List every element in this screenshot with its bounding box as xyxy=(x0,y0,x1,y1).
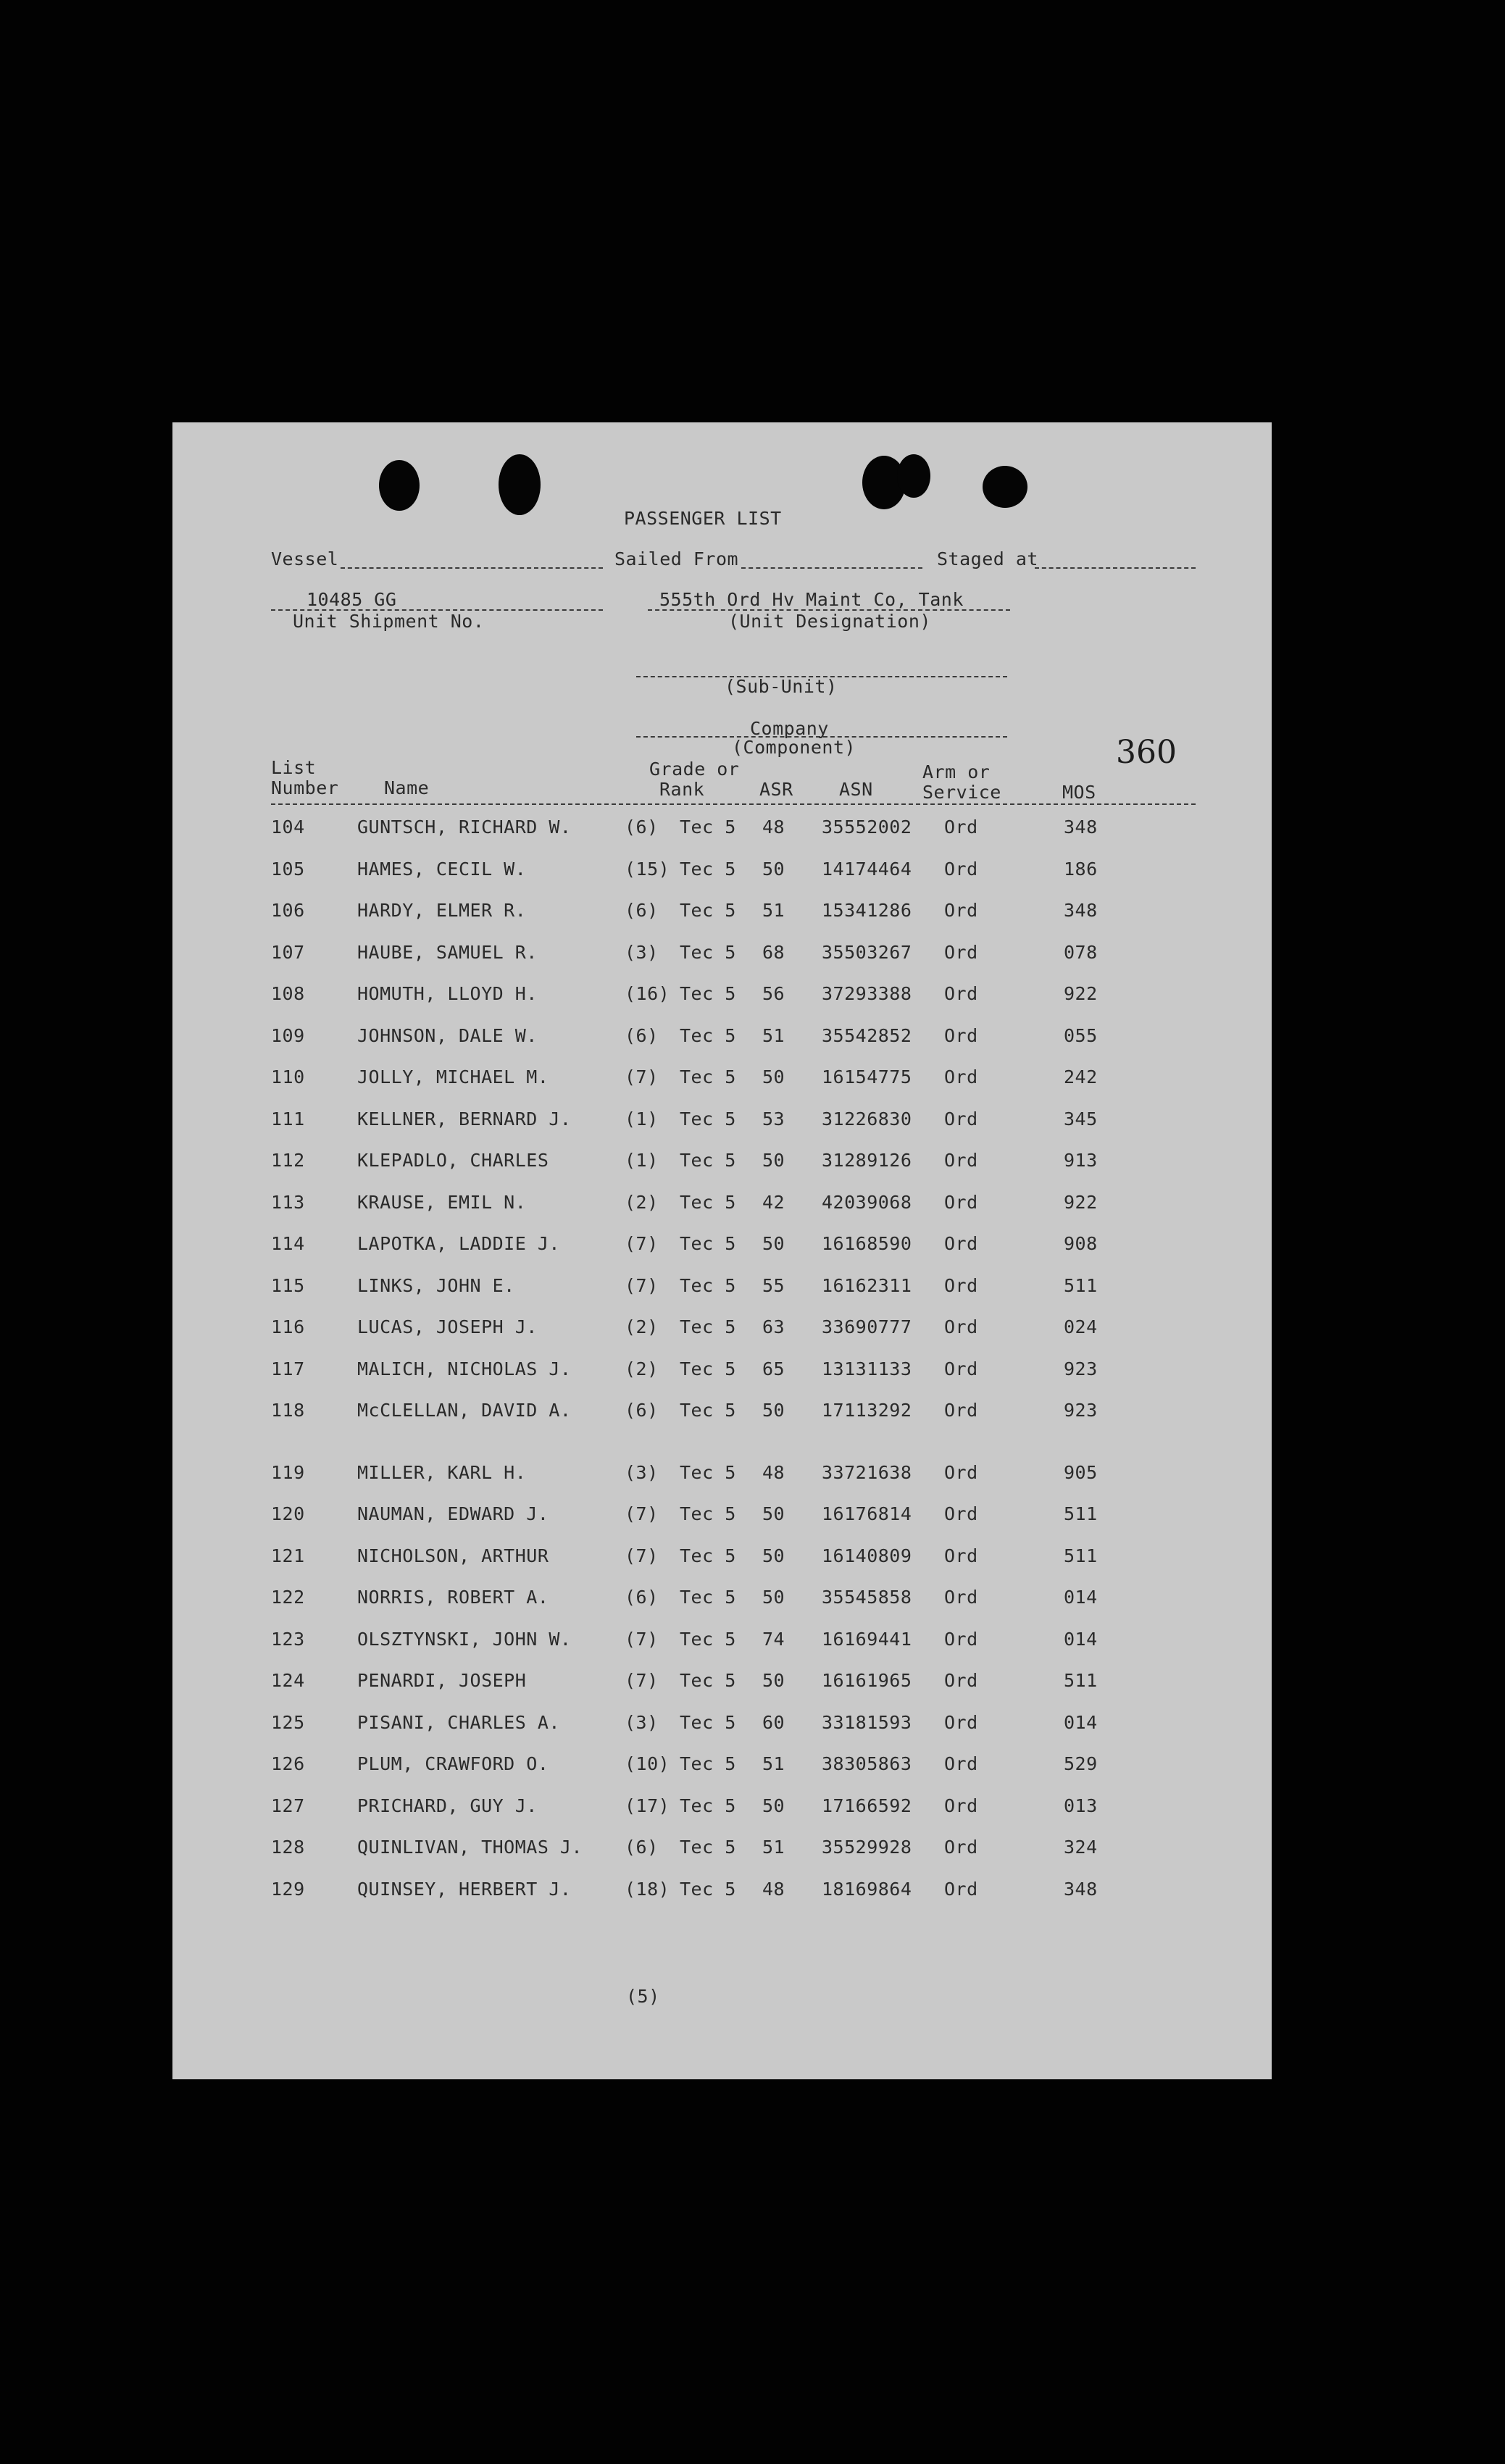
list-number: 115 xyxy=(271,1274,305,1296)
arm-service: Ord xyxy=(944,1795,978,1816)
arm-service: Ord xyxy=(944,1150,978,1171)
mos-code: 511 xyxy=(1064,1670,1098,1691)
punch-hole xyxy=(499,454,541,515)
passenger-name: PRICHARD, GUY J. xyxy=(357,1795,538,1816)
grade-code: (16) xyxy=(625,983,670,1004)
page-number: (5) xyxy=(626,1986,660,2007)
asn-value: 35542852 xyxy=(822,1024,912,1046)
sub-unit-label: (Sub-Unit) xyxy=(725,676,838,697)
table-row xyxy=(172,1713,1272,1742)
asr-value: 48 xyxy=(762,1461,785,1483)
asn-value: 38305863 xyxy=(822,1753,912,1774)
mos-code: 922 xyxy=(1064,1191,1098,1213)
passenger-name: PLUM, CRAWFORD O. xyxy=(357,1753,549,1774)
list-number: 116 xyxy=(271,1316,305,1337)
passenger-name: NAUMAN, EDWARD J. xyxy=(357,1503,549,1524)
mos-code: 014 xyxy=(1064,1628,1098,1650)
passenger-name: MALICH, NICHOLAS J. xyxy=(357,1358,572,1379)
table-row xyxy=(172,1151,1272,1180)
passenger-name: OLSZTYNSKI, JOHN W. xyxy=(357,1628,572,1650)
grade-code: (2) xyxy=(625,1316,659,1337)
passenger-name: LUCAS, JOSEPH J. xyxy=(357,1316,538,1337)
passenger-name: KELLNER, BERNARD J. xyxy=(357,1108,572,1129)
grade-code: (6) xyxy=(625,1587,659,1608)
table-row xyxy=(172,1547,1272,1576)
grade-rank: Tec 5 xyxy=(680,1274,736,1296)
asn-value: 16140809 xyxy=(822,1545,912,1566)
table-row xyxy=(172,818,1272,847)
asn-value: 16169441 xyxy=(822,1628,912,1650)
sailed-from-field xyxy=(741,567,922,569)
grade-rank: Tec 5 xyxy=(680,858,736,880)
asn-value: 31289126 xyxy=(822,1150,912,1171)
asr-value: 48 xyxy=(762,1878,785,1900)
table-row xyxy=(172,1274,1272,1306)
col-asn: ASN xyxy=(839,779,873,800)
table-row xyxy=(172,1318,1272,1347)
list-number: 117 xyxy=(271,1358,305,1379)
col-grade-2: Rank xyxy=(659,779,705,800)
mos-code: 324 xyxy=(1064,1837,1098,1858)
list-number: 107 xyxy=(271,941,305,963)
passenger-list-sheet xyxy=(172,422,1272,2079)
asn-value: 33690777 xyxy=(822,1316,912,1337)
grade-rank: Tec 5 xyxy=(680,1191,736,1213)
asn-value: 18169864 xyxy=(822,1878,912,1900)
grade-code: (3) xyxy=(625,1711,659,1733)
mos-code: 186 xyxy=(1064,858,1098,880)
asr-value: 51 xyxy=(762,1753,785,1774)
asn-value: 37293388 xyxy=(822,983,912,1004)
col-grade: Grade or xyxy=(649,759,740,780)
arm-service: Ord xyxy=(944,1024,978,1046)
list-number: 105 xyxy=(271,858,305,880)
col-list-number: List xyxy=(271,757,317,778)
grade-rank: Tec 5 xyxy=(680,900,736,921)
grade-code: (3) xyxy=(625,941,659,963)
asn-value: 14174464 xyxy=(822,858,912,880)
punch-hole xyxy=(897,454,930,498)
list-number: 110 xyxy=(271,1066,305,1087)
mos-code: 014 xyxy=(1064,1587,1098,1608)
grade-rank: Tec 5 xyxy=(680,1628,736,1650)
grade-rank: Tec 5 xyxy=(680,1795,736,1816)
asr-value: 48 xyxy=(762,817,785,838)
mos-code: 348 xyxy=(1064,817,1098,838)
passenger-name: PISANI, CHARLES A. xyxy=(357,1711,560,1733)
arm-service: Ord xyxy=(944,1670,978,1691)
arm-service: Ord xyxy=(944,1753,978,1774)
list-number: 129 xyxy=(271,1878,305,1900)
mos-code: 014 xyxy=(1064,1711,1098,1733)
arm-service: Ord xyxy=(944,983,978,1004)
grade-rank: Tec 5 xyxy=(680,1837,736,1858)
vessel-field xyxy=(341,567,603,569)
arm-service: Ord xyxy=(944,1316,978,1337)
mos-code: 055 xyxy=(1064,1024,1098,1046)
asn-value: 16168590 xyxy=(822,1233,912,1254)
sailed-from-label: Sailed From xyxy=(614,548,739,569)
mos-code: 922 xyxy=(1064,983,1098,1004)
passenger-name: MILLER, KARL H. xyxy=(357,1461,527,1483)
passenger-name: LINKS, JOHN E. xyxy=(357,1274,515,1296)
table-row xyxy=(172,1235,1272,1264)
asr-value: 65 xyxy=(762,1358,785,1379)
list-number: 128 xyxy=(271,1837,305,1858)
col-mos: MOS xyxy=(1062,782,1096,803)
mos-code: 529 xyxy=(1064,1753,1098,1774)
passenger-name: HARDY, ELMER R. xyxy=(357,900,527,921)
asr-value: 51 xyxy=(762,1837,785,1858)
asr-value: 53 xyxy=(762,1108,785,1129)
punch-hole xyxy=(983,466,1027,508)
grade-code: (7) xyxy=(625,1670,659,1691)
list-number: 119 xyxy=(271,1461,305,1483)
grade-rank: Tec 5 xyxy=(680,1711,736,1733)
unit-shipment-label: Unit Shipment No. xyxy=(293,611,485,632)
table-row xyxy=(172,1797,1272,1826)
grade-rank: Tec 5 xyxy=(680,1358,736,1379)
grade-code: (7) xyxy=(625,1274,659,1296)
asn-value: 16162311 xyxy=(822,1274,912,1296)
asr-value: 60 xyxy=(762,1711,785,1733)
passenger-name: JOLLY, MICHAEL M. xyxy=(357,1066,549,1087)
grade-code: (3) xyxy=(625,1461,659,1483)
grade-rank: Tec 5 xyxy=(680,1316,736,1337)
arm-service: Ord xyxy=(944,1400,978,1421)
arm-service: Ord xyxy=(944,1191,978,1213)
asr-value: 50 xyxy=(762,1587,785,1608)
asn-value: 35529928 xyxy=(822,1837,912,1858)
table-row xyxy=(172,1463,1272,1492)
table-row xyxy=(172,1193,1272,1222)
passenger-name: QUINLIVAN, THOMAS J. xyxy=(357,1837,583,1858)
table-row xyxy=(172,1880,1272,1909)
grade-code: (7) xyxy=(625,1545,659,1566)
arm-service: Ord xyxy=(944,1358,978,1379)
grade-code: (6) xyxy=(625,1837,659,1858)
list-number: 111 xyxy=(271,1108,305,1129)
mos-code: 348 xyxy=(1064,1878,1098,1900)
asr-value: 50 xyxy=(762,1233,785,1254)
list-number: 114 xyxy=(271,1233,305,1254)
mos-code: 078 xyxy=(1064,941,1098,963)
arm-service: Ord xyxy=(944,1274,978,1296)
passenger-name: GUNTSCH, RICHARD W. xyxy=(357,817,572,838)
punch-hole xyxy=(379,460,420,511)
list-number: 113 xyxy=(271,1191,305,1213)
grade-rank: Tec 5 xyxy=(680,1753,736,1774)
table-row xyxy=(172,1024,1272,1056)
arm-service: Ord xyxy=(944,858,978,880)
asn-value: 17166592 xyxy=(822,1795,912,1816)
mos-code: 908 xyxy=(1064,1233,1098,1254)
asn-value: 33721638 xyxy=(822,1461,912,1483)
grade-rank: Tec 5 xyxy=(680,1587,736,1608)
passenger-name: NORRIS, ROBERT A. xyxy=(357,1587,549,1608)
mos-code: 923 xyxy=(1064,1400,1098,1421)
list-number: 106 xyxy=(271,900,305,921)
asr-value: 50 xyxy=(762,1150,785,1171)
mos-code: 905 xyxy=(1064,1461,1098,1483)
mos-code: 345 xyxy=(1064,1108,1098,1129)
grade-rank: Tec 5 xyxy=(680,941,736,963)
asn-value: 35552002 xyxy=(822,817,912,838)
table-row xyxy=(172,1110,1272,1139)
list-number: 126 xyxy=(271,1753,305,1774)
asn-value: 15341286 xyxy=(822,900,912,921)
asr-value: 63 xyxy=(762,1316,785,1337)
grade-rank: Tec 5 xyxy=(680,1024,736,1046)
asr-value: 68 xyxy=(762,941,785,963)
arm-service: Ord xyxy=(944,1503,978,1524)
passenger-name: HOMUTH, LLOYD H. xyxy=(357,983,538,1004)
unit-designation: 555th Ord Hv Maint Co, Tank xyxy=(659,589,964,610)
grade-code: (2) xyxy=(625,1191,659,1213)
list-number: 112 xyxy=(271,1150,305,1171)
list-number: 120 xyxy=(271,1503,305,1524)
table-row xyxy=(172,985,1272,1014)
table-row xyxy=(172,1401,1272,1430)
asr-value: 50 xyxy=(762,1503,785,1524)
passenger-name: QUINSEY, HERBERT J. xyxy=(357,1878,572,1900)
asn-value: 35545858 xyxy=(822,1587,912,1608)
component-label: (Component) xyxy=(732,737,856,758)
mos-code: 511 xyxy=(1064,1545,1098,1566)
passenger-name: HAUBE, SAMUEL R. xyxy=(357,941,538,963)
col-asr: ASR xyxy=(759,779,793,800)
table-row xyxy=(172,1588,1272,1617)
grade-rank: Tec 5 xyxy=(680,1545,736,1566)
asr-value: 50 xyxy=(762,1545,785,1566)
table-row xyxy=(172,1755,1272,1784)
table-row xyxy=(172,1068,1272,1097)
grade-code: (7) xyxy=(625,1503,659,1524)
asr-value: 50 xyxy=(762,1400,785,1421)
table-row xyxy=(172,1630,1272,1659)
table-row xyxy=(172,1838,1272,1867)
company-label: Company xyxy=(750,718,829,739)
grade-rank: Tec 5 xyxy=(680,1108,736,1129)
mos-code: 013 xyxy=(1064,1795,1098,1816)
grade-code: (1) xyxy=(625,1150,659,1171)
mos-code: 348 xyxy=(1064,900,1098,921)
asn-value: 42039068 xyxy=(822,1191,912,1213)
asn-value: 16161965 xyxy=(822,1670,912,1691)
arm-service: Ord xyxy=(944,1233,978,1254)
table-row xyxy=(172,1671,1272,1700)
list-number: 108 xyxy=(271,983,305,1004)
col-arm: Arm or xyxy=(922,761,991,782)
asr-value: 51 xyxy=(762,900,785,921)
passenger-name: KLEPADLO, CHARLES xyxy=(357,1150,549,1171)
list-number: 127 xyxy=(271,1795,305,1816)
arm-service: Ord xyxy=(944,1878,978,1900)
asn-value: 33181593 xyxy=(822,1711,912,1733)
arm-service: Ord xyxy=(944,1837,978,1858)
asn-value: 35503267 xyxy=(822,941,912,963)
arm-service: Ord xyxy=(944,1628,978,1650)
asr-value: 55 xyxy=(762,1274,785,1296)
passenger-name: HAMES, CECIL W. xyxy=(357,858,527,880)
asr-value: 50 xyxy=(762,858,785,880)
arm-service: Ord xyxy=(944,1108,978,1129)
grade-code: (18) xyxy=(625,1878,670,1900)
grade-code: (6) xyxy=(625,817,659,838)
mos-code: 242 xyxy=(1064,1066,1098,1087)
asr-value: 50 xyxy=(762,1795,785,1816)
list-number: 122 xyxy=(271,1587,305,1608)
grade-code: (6) xyxy=(625,1024,659,1046)
col-arm-2: Service xyxy=(922,782,1001,803)
grade-rank: Tec 5 xyxy=(680,1150,736,1171)
passenger-name: JOHNSON, DALE W. xyxy=(357,1024,538,1046)
asr-value: 42 xyxy=(762,1191,785,1213)
arm-service: Ord xyxy=(944,1545,978,1566)
unit-designation-label: (Unit Designation) xyxy=(728,611,931,632)
table-row xyxy=(172,1505,1272,1534)
arm-service: Ord xyxy=(944,1587,978,1608)
arm-service: Ord xyxy=(944,941,978,963)
list-number: 109 xyxy=(271,1024,305,1046)
asn-value: 17113292 xyxy=(822,1400,912,1421)
grade-code: (7) xyxy=(625,1628,659,1650)
grade-rank: Tec 5 xyxy=(680,1670,736,1691)
page-stamp: 360 xyxy=(1116,734,1177,771)
list-number: 118 xyxy=(271,1400,305,1421)
grade-code: (17) xyxy=(625,1795,670,1816)
grade-code: (1) xyxy=(625,1108,659,1129)
header-rule xyxy=(271,803,1196,805)
grade-rank: Tec 5 xyxy=(680,983,736,1004)
grade-code: (6) xyxy=(625,1400,659,1421)
asr-value: 50 xyxy=(762,1670,785,1691)
arm-service: Ord xyxy=(944,1461,978,1483)
staged-at-field xyxy=(1035,567,1196,569)
grade-rank: Tec 5 xyxy=(680,1503,736,1524)
table-row xyxy=(172,901,1272,930)
arm-service: Ord xyxy=(944,1066,978,1087)
list-number: 104 xyxy=(271,817,305,838)
grade-code: (7) xyxy=(625,1233,659,1254)
mos-code: 024 xyxy=(1064,1316,1098,1337)
mos-code: 511 xyxy=(1064,1274,1098,1296)
mos-code: 511 xyxy=(1064,1503,1098,1524)
asr-value: 51 xyxy=(762,1024,785,1046)
col-list-number-2: Number xyxy=(271,777,339,798)
table-row xyxy=(172,860,1272,889)
passenger-name: NICHOLSON, ARTHUR xyxy=(357,1545,549,1566)
grade-code: (10) xyxy=(625,1753,670,1774)
grade-rank: Tec 5 xyxy=(680,817,736,838)
grade-code: (15) xyxy=(625,858,670,880)
passenger-name: McCLELLAN, DAVID A. xyxy=(357,1400,572,1421)
list-number: 124 xyxy=(271,1670,305,1691)
col-name: Name xyxy=(384,777,430,798)
page-title: PASSENGER LIST xyxy=(624,508,782,529)
mos-code: 913 xyxy=(1064,1150,1098,1171)
list-number: 125 xyxy=(271,1711,305,1733)
passenger-name: PENARDI, JOSEPH xyxy=(357,1670,527,1691)
grade-rank: Tec 5 xyxy=(680,1233,736,1254)
grade-rank: Tec 5 xyxy=(680,1461,736,1483)
grade-rank: Tec 5 xyxy=(680,1878,736,1900)
asr-value: 50 xyxy=(762,1066,785,1087)
arm-service: Ord xyxy=(944,900,978,921)
grade-rank: Tec 5 xyxy=(680,1066,736,1087)
grade-rank: Tec 5 xyxy=(680,1400,736,1421)
asn-value: 16154775 xyxy=(822,1066,912,1087)
table-row xyxy=(172,943,1272,972)
table-row xyxy=(172,1360,1272,1389)
grade-code: (6) xyxy=(625,900,659,921)
passenger-name: KRAUSE, EMIL N. xyxy=(357,1191,527,1213)
asr-value: 74 xyxy=(762,1628,785,1650)
staged-at-label: Staged at xyxy=(937,548,1038,569)
passenger-name: LAPOTKA, LADDIE J. xyxy=(357,1233,560,1254)
asn-value: 13131133 xyxy=(822,1358,912,1379)
arm-service: Ord xyxy=(944,1711,978,1733)
arm-service: Ord xyxy=(944,817,978,838)
grade-code: (2) xyxy=(625,1358,659,1379)
list-number: 123 xyxy=(271,1628,305,1650)
vessel-label: Vessel xyxy=(271,548,339,569)
asn-value: 16176814 xyxy=(822,1503,912,1524)
grade-code: (7) xyxy=(625,1066,659,1087)
mos-code: 923 xyxy=(1064,1358,1098,1379)
asn-value: 31226830 xyxy=(822,1108,912,1129)
list-number: 121 xyxy=(271,1545,305,1566)
asr-value: 56 xyxy=(762,983,785,1004)
unit-shipment-number: 10485 GG xyxy=(307,589,397,610)
